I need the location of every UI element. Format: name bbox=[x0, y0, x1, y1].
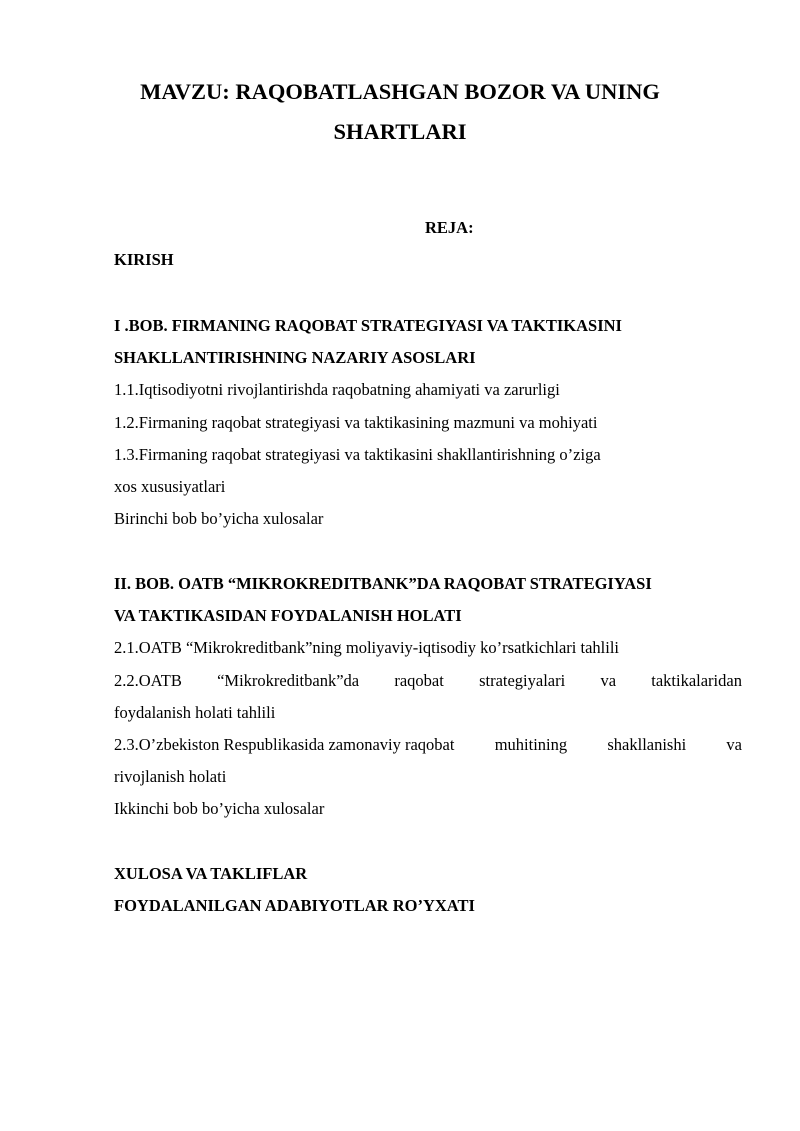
chapter-2-heading-line-1: II. BOB. OATB “MIKROKREDITBANK”DA RAQOBAT STRATEGIYASI bbox=[114, 574, 652, 593]
item-2-2-word: taktikalaridan bbox=[651, 671, 742, 690]
chapter-1-item-1-3-continued: xos xususiyatlari bbox=[114, 477, 226, 496]
item-2-2-word: “Mikrokreditbank”da bbox=[217, 671, 360, 690]
plan-heading: REJA: bbox=[425, 218, 474, 237]
chapter-1-item-1-3: 1.3.Firmaning raqobat strategiyasi va taktikasini shakllantirishning o’ziga bbox=[114, 445, 601, 464]
chapter-2-heading-line-2: VA TAKTIKASIDAN FOYDALANISH HOLATI bbox=[114, 606, 462, 625]
chapter-2-item-2-2 bbox=[114, 671, 742, 691]
chapter-2-item-2-3-continued: rivojlanish holati bbox=[114, 767, 227, 786]
item-2-3-segment: 2.3.O’zbekiston Respublikasida zamonaviy raqobat bbox=[114, 735, 455, 754]
section-introduction: KIRISH bbox=[114, 250, 174, 269]
chapter-1-conclusion: Birinchi bob bo’yicha xulosalar bbox=[114, 509, 324, 528]
chapter-2-conclusion: Ikkinchi bob bo’yicha xulosalar bbox=[114, 799, 325, 818]
chapter-1-heading-line-2: SHAKLLANTIRISHNING NAZARIY ASOSLARI bbox=[114, 348, 476, 367]
item-2-2-word: raqobat bbox=[394, 671, 444, 690]
document-title-line-1: MAVZU: RAQOBATLASHGAN BOZOR VA UNING bbox=[140, 79, 660, 104]
document-title-line-2: SHARTLARI bbox=[333, 119, 467, 144]
section-bibliography: FOYDALANILGAN ADABIYOTLAR RO’YXATI bbox=[114, 896, 475, 915]
item-2-3-segment: shakllanishi bbox=[607, 735, 687, 754]
chapter-1-item-1-1: 1.1.Iqtisodiyotni rivojlantirishda raqobatning ahamiyati va zarurligi bbox=[114, 380, 560, 399]
item-2-2-word: va bbox=[600, 671, 617, 690]
item-2-2-word: strategiyalari bbox=[479, 671, 566, 690]
chapter-2-item-2-2-continued: foydalanish holati tahlili bbox=[114, 703, 276, 722]
section-conclusions: XULOSA VA TAKLIFLAR bbox=[114, 864, 308, 883]
item-2-2-word: 2.2.OATB bbox=[114, 671, 182, 690]
chapter-1-item-1-2: 1.2.Firmaning raqobat strategiyasi va taktikasining mazmuni va mohiyati bbox=[114, 413, 598, 432]
item-2-3-segment: muhitining bbox=[494, 735, 568, 754]
chapter-1-heading-line-1: I .BOB. FIRMANING RAQOBAT STRATEGIYASI VA TAKTIKASINI bbox=[114, 316, 622, 335]
chapter-2-item-2-1: 2.1.OATB “Mikrokreditbank”ning moliyaviy-iqtisodiy ko’rsatkichlari tahlili bbox=[114, 638, 619, 657]
item-2-3-segment: va bbox=[726, 735, 742, 754]
chapter-2-item-2-3 bbox=[114, 735, 742, 755]
